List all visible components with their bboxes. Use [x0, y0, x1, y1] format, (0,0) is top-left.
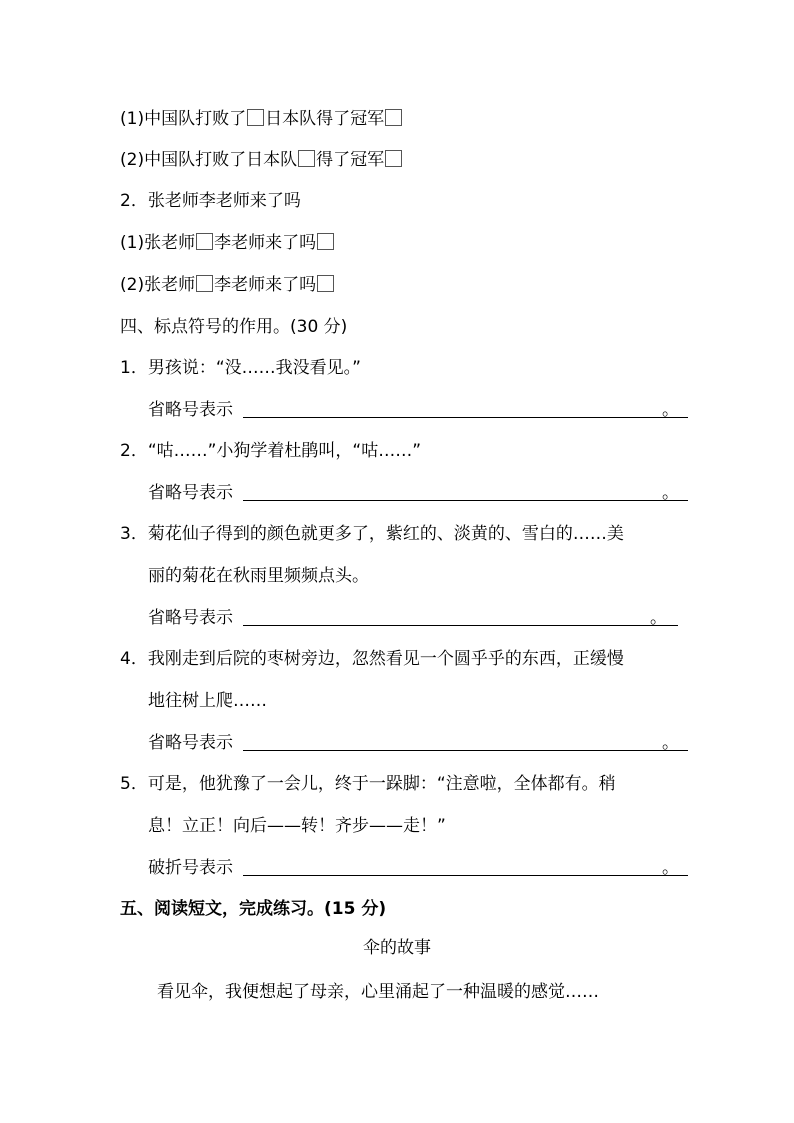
answer-label: 破折号表示	[148, 858, 233, 878]
passage-title: 伞的故事	[363, 938, 431, 958]
answer-label: 省略号表示	[148, 483, 233, 503]
answer-blank[interactable]	[243, 606, 678, 626]
answer-blank[interactable]	[243, 481, 688, 501]
punctuation-box[interactable]	[385, 150, 402, 167]
sentence-2-prompt: 2．张老师李老师来了吗	[120, 191, 301, 211]
q4-item-5-answer	[148, 856, 688, 880]
punctuation-box[interactable]	[196, 275, 213, 292]
answer-blank[interactable]	[243, 731, 688, 751]
sentence-1-option-1-part-b: 日本队得了冠军	[265, 109, 385, 129]
sentence-1-option-1	[120, 107, 403, 131]
sentence-2-option-1-part-a: (1)张老师	[120, 233, 196, 253]
answer-label: 省略号表示	[148, 400, 233, 420]
section-5-heading: 五、阅读短文，完成练习。(15 分)	[120, 899, 387, 919]
sentence-2-option-2-part-b: 李老师来了吗	[214, 275, 317, 295]
answer-period: 。	[662, 733, 679, 753]
q4-item-3-text-line-2: 丽的菊花在秋雨里频频点头。	[148, 566, 369, 586]
q4-item-3-text-line-1: 3．菊花仙子得到的颜色就更多了，紫红的、淡黄的、雪白的……美	[120, 524, 624, 544]
sentence-1-option-2-part-a: (2)中国队打败了日本队	[120, 150, 298, 170]
punctuation-box[interactable]	[196, 233, 213, 250]
q4-item-5-text-line-1: 5．可是，他犹豫了一会儿，终于一跺脚：“注意啦，全体都有。稍	[120, 774, 616, 794]
q4-item-4-text-line-1: 4．我刚走到后院的枣树旁边，忽然看见一个圆乎乎的东西，正缓慢	[120, 649, 624, 669]
answer-period: 。	[650, 608, 667, 628]
passage-first-line: 看见伞，我便想起了母亲，心里涌起了一种温暖的感觉……	[157, 982, 599, 1002]
q4-item-1-answer	[148, 398, 688, 422]
q4-item-1-text: 1．男孩说：“没……我没看见。”	[120, 358, 361, 378]
q4-item-2-text: 2．“咕……”小狗学着杜鹃叫，“咕……”	[120, 441, 422, 461]
q4-item-5-text-line-2: 息！立正！向后——转！齐步——走！”	[148, 816, 446, 836]
sentence-2-option-2	[120, 273, 335, 297]
answer-label: 省略号表示	[148, 733, 233, 753]
q4-item-3-answer	[148, 606, 678, 630]
answer-blank[interactable]	[243, 856, 688, 876]
punctuation-box[interactable]	[247, 109, 264, 126]
punctuation-box[interactable]	[317, 275, 334, 292]
punctuation-box[interactable]	[317, 233, 334, 250]
punctuation-box[interactable]	[298, 150, 315, 167]
sentence-1-option-1-part-a: (1)中国队打败了	[120, 109, 247, 129]
answer-label: 省略号表示	[148, 608, 233, 628]
sentence-1-option-2	[120, 148, 403, 172]
answer-period: 。	[662, 400, 679, 420]
sentence-1-option-2-part-b: 得了冠军	[316, 150, 385, 170]
sentence-2-option-2-part-a: (2)张老师	[120, 275, 196, 295]
answer-blank[interactable]	[243, 398, 688, 418]
q4-item-4-text-line-2: 地往树上爬……	[148, 691, 267, 711]
punctuation-box[interactable]	[385, 109, 402, 126]
q4-item-4-answer	[148, 731, 688, 755]
sentence-2-option-1	[120, 231, 335, 255]
answer-period: 。	[662, 858, 679, 878]
q4-item-2-answer	[148, 481, 688, 505]
section-4-heading: 四、标点符号的作用。(30 分)	[120, 317, 348, 337]
sentence-2-option-1-part-b: 李老师来了吗	[214, 233, 317, 253]
answer-period: 。	[662, 483, 679, 503]
